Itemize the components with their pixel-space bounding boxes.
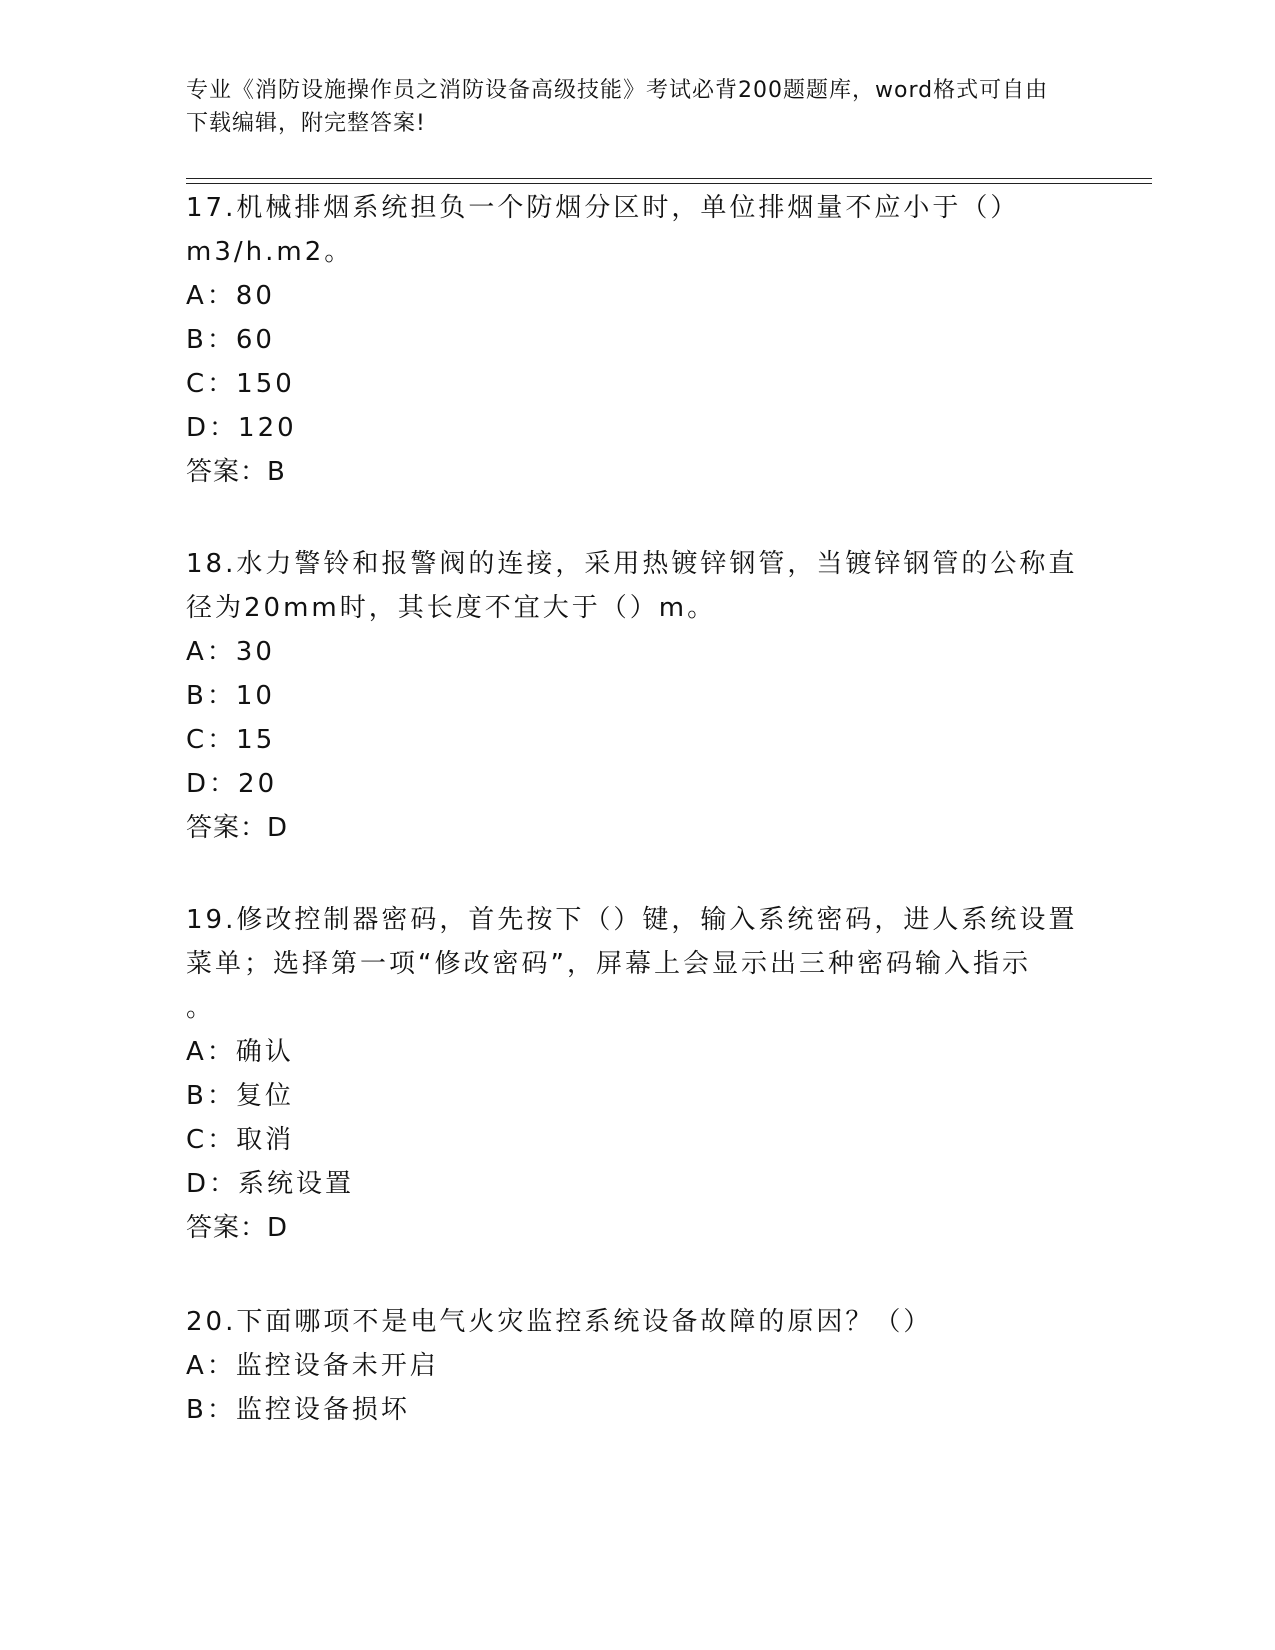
question-stem-line: 18.水力警铃和报警阀的连接，采用热镀锌钢管，当镀锌钢管的公称直 xyxy=(186,549,1078,579)
question-stem-line: 。 xyxy=(186,993,216,1023)
option-d: D：20 xyxy=(186,769,278,799)
question-stem-line: 19.修改控制器密码，首先按下（）键，输入系统密码，进人系统设置 xyxy=(186,905,1078,935)
option-c: C：15 xyxy=(186,725,276,755)
option-b: B：60 xyxy=(186,325,275,355)
answer: 答案：D xyxy=(186,813,289,843)
header-divider-top xyxy=(186,178,1152,179)
question-stem-line: 20.下面哪项不是电气火灾监控系统设备故障的原因？（） xyxy=(186,1307,933,1337)
answer: 答案：D xyxy=(186,1213,289,1243)
question-17 xyxy=(186,186,1086,494)
option-a: A：监控设备未开启 xyxy=(186,1351,439,1381)
option-b: B：复位 xyxy=(186,1081,294,1111)
question-stem-line: 17.机械排烟系统担负一个防烟分区时，单位排烟量不应小于（） xyxy=(186,193,1020,223)
option-b: B：10 xyxy=(186,681,275,711)
answer: 答案：B xyxy=(186,457,286,487)
option-a: A：确认 xyxy=(186,1037,294,1067)
question-19 xyxy=(186,898,1086,1250)
option-d: D：系统设置 xyxy=(186,1169,355,1199)
option-c: C：150 xyxy=(186,369,295,399)
option-d: D：120 xyxy=(186,413,297,443)
question-stem-line: 径为20mm时，其长度不宜大于（）m。 xyxy=(186,593,717,623)
option-a: A：30 xyxy=(186,637,275,667)
header-divider-bottom xyxy=(186,183,1152,184)
option-a: A：80 xyxy=(186,281,275,311)
question-20 xyxy=(186,1300,1086,1432)
question-18 xyxy=(186,542,1086,850)
option-c: C：取消 xyxy=(186,1125,295,1155)
question-stem-line: m3/h.m2。 xyxy=(186,237,354,267)
document-header: 专业《消防设施操作员之消防设备高级技能》考试必背200题题库，word格式可自由下载编辑，附完整答案! xyxy=(186,78,1049,136)
option-b: B：监控设备损坏 xyxy=(186,1395,410,1425)
question-stem-line: 菜单；选择第一项“修改密码”，屏幕上会显示出三种密码输入指示 xyxy=(186,949,1031,979)
